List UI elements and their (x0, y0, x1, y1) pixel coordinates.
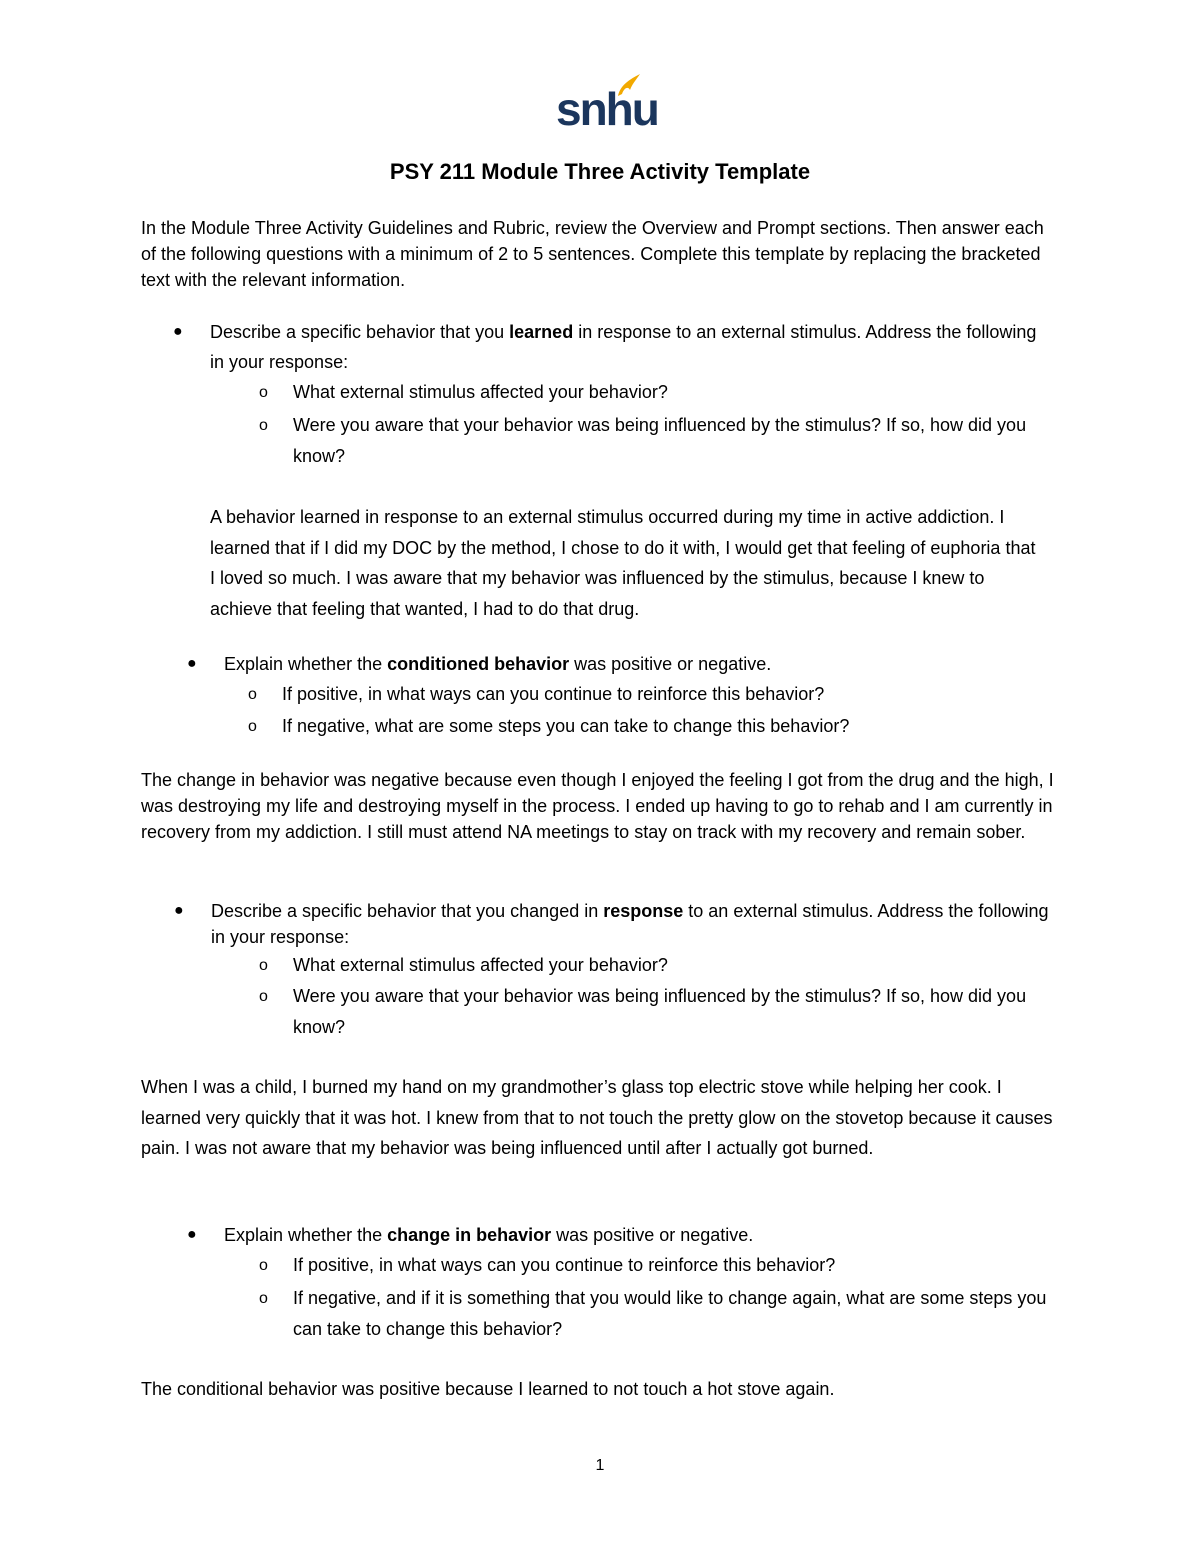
sub-bullet-icon: o (259, 1257, 268, 1274)
bullet-icon: ● (187, 1226, 197, 1243)
emphasis: conditioned behavior (387, 654, 570, 674)
emphasis: change in behavior (387, 1225, 552, 1245)
sub-bullet-icon: o (259, 957, 268, 974)
logo-wordmark: snhu (556, 83, 658, 135)
emphasis: response (603, 901, 684, 921)
sub-bullet-icon: o (248, 686, 257, 703)
sub-bullet-icon: o (259, 988, 268, 1005)
question-2-sub-2: o If negative, what are some steps you can take to change this behavior? (282, 711, 1042, 742)
question-2: ● Explain whether the conditioned behavior was positive or negative. (224, 649, 1044, 679)
question-4-sub-2: o If negative, and if it is something that you would like to change again, what are some steps you can take to change this behavior? (293, 1283, 1053, 1345)
answer-1: A behavior learned in response to an external stimulus occurred during my time in active addiction. I learned that if I did my DOC by the method, I chose to do it with, I would get that feeling of euphoria that I loved so much. I was aware that my behavior was influenced by the stimulus, because I knew to achieve that feeling that wanted, I had to do that drug. (210, 507, 1036, 619)
question-4-sub-1: o If positive, in what ways can you continue to reinforce this behavior? (293, 1250, 1053, 1281)
intro-paragraph: In the Module Three Activity Guidelines and Rubric, review the Overview and Prompt sections. Then answer each of the following questions with a minimum of 2 to 5 sentences. Complete this template by replacing the bracketed text with the relevant information. (141, 218, 1044, 290)
question-4: ● Explain whether the change in behavior was positive or negative. (224, 1220, 1044, 1250)
question-1-sub-2: o Were you aware that your behavior was being influenced by the stimulus? If so, how did you know? (293, 410, 1053, 472)
bullet-icon: ● (187, 655, 197, 672)
question-3-sub-2: o Were you aware that your behavior was being influenced by the stimulus? If so, how did you know? (293, 981, 1053, 1043)
question-3-sub-1: o What external stimulus affected your behavior? (293, 950, 1053, 981)
sub-bullet-icon: o (259, 1290, 268, 1307)
answer-4: The conditional behavior was positive because I learned to not touch a hot stove again. (141, 1379, 835, 1399)
document-title: PSY 211 Module Three Activity Template (389, 159, 811, 184)
bullet-icon: ● (174, 902, 184, 919)
bullet-icon: ● (173, 323, 183, 340)
sub-bullet-icon: o (248, 718, 257, 735)
sub-bullet-icon: o (259, 417, 268, 434)
answer-3: When I was a child, I burned my hand on my grandmother’s glass top electric stove while helping her cook. I learned very quickly that it was hot. I knew from that to not touch the pretty glow on the stovetop because it causes pain. I was not aware that my behavior was being influenced until after I actually got burned. (141, 1077, 1053, 1158)
emphasis: learned (509, 322, 574, 342)
page-number: 1 (595, 1457, 605, 1474)
answer-2: The change in behavior was negative because even though I enjoyed the feeling I got from the drug and the high, I was destroying my life and destroying myself in the process. I ended up having to go to rehab and I am currently in recovery from my addiction. I still must attend NA meetings to stay on track with my recovery and remain sober. (141, 770, 1054, 842)
question-3: ● Describe a specific behavior that you changed in response to an external stimulus. Address the following in your response: (211, 898, 1051, 950)
snhu-logo (548, 72, 658, 135)
question-1: ● Describe a specific behavior that you learned in response to an external stimulus. Address the following in your response: (210, 317, 1050, 377)
question-2-sub-1: o If positive, in what ways can you continue to reinforce this behavior? (282, 679, 1042, 710)
sub-bullet-icon: o (259, 384, 268, 401)
question-1-sub-1: o What external stimulus affected your behavior? (293, 377, 1053, 408)
